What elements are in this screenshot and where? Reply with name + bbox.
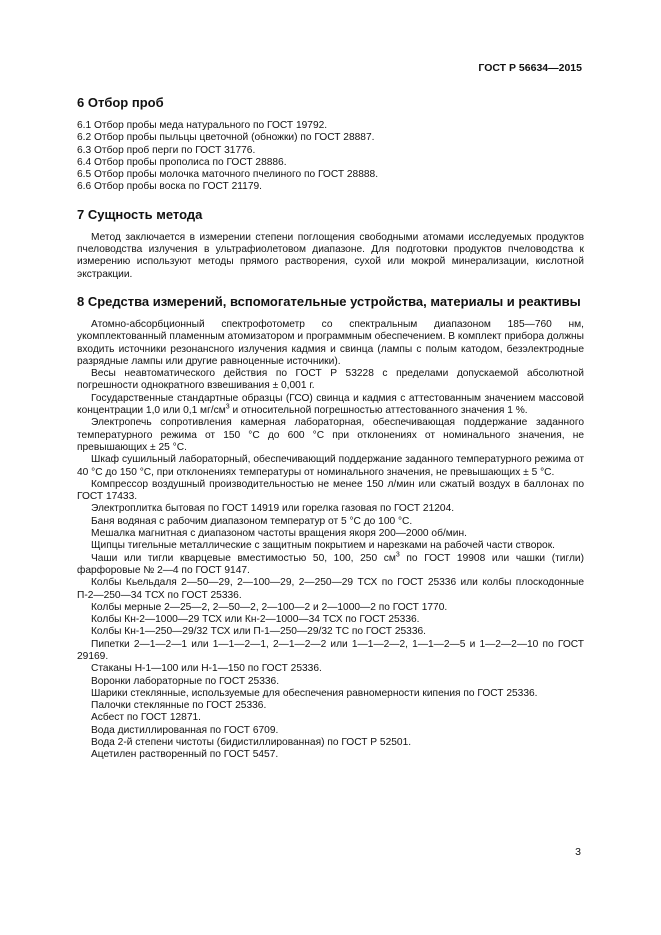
list-item: 6.5 Отбор пробы молочка маточного пчелиного по ГОСТ 28888.	[77, 169, 379, 181]
paragraph: Колбы Кьельдаля 2—50—29, 2—100—29, 2—250—29 ТСХ по ГОСТ 25336 или колбы плоскодонные П-2—250—34 ТСХ по ГОСТ 25336.	[77, 577, 584, 601]
paragraph: Шкаф сушильный лабораторный, обеспечивающий поддержание заданного температурного режима от 40 °С до 150 °С, при отклонениях температуры от номинального значения, не превышающих ± 5 °С.	[77, 454, 584, 478]
paragraph: Баня водяная с рабочим диапазоном температур от 5 °С до 100 °С.	[91, 515, 413, 527]
paragraph: Атомно-абсорбционный спектрофотометр со спектральным диапазоном 185—760 нм, укомплектованный пламенным атомизатором и программным обеспечением. В комплект прибора должны входить источники резонансного излучения кадмия и свинца (лампы с полым катодом, безэлектродные разрядные лампы или другие равноценные источники).	[77, 318, 584, 367]
document-code-header: ГОСТ Р 56634—2015	[478, 62, 582, 74]
paragraph: Ацетилен растворенный по ГОСТ 5457.	[91, 749, 279, 761]
paragraph: Пипетки 2—1—2—1 или 1—1—2—1, 2—1—2—2 или 1—1—2—2, 1—1—2—5 и 1—2—2—10 по ГОСТ 29169.	[77, 638, 584, 662]
list-item: 6.4 Отбор пробы прополиса по ГОСТ 28886.	[77, 156, 287, 168]
list-item: 6.6 Отбор пробы воска по ГОСТ 21179.	[77, 181, 263, 193]
paragraph: Метод заключается в измерении степени поглощения свободными атомами исследуемых продуктов пчеловодства излучения в ультрафиолетовом диапазоне. Для подготовки продуктов пчеловодства к измерению используют методы прямого растворения, сухой или мокрой минерализации, кислотной экстракции.	[77, 231, 584, 280]
superscript: 3	[395, 551, 400, 559]
text-span: Государственные стандартные образцы (ГСО) свинца и кадмия с аттестованным значением массовой концентрации 1,0 или 0,1 мг/см	[77, 392, 584, 417]
paragraph: Колбы Кн-1—250—29/32 ТСХ или П-1—250—29/32 ТС по ГОСТ 25336.	[91, 626, 427, 638]
paragraph: Компрессор воздушный производительностью не менее 150 л/мин или сжатый воздух в баллонах по ГОСТ 17433.	[77, 478, 584, 503]
section-6	[77, 95, 584, 194]
page-content	[77, 95, 584, 775]
text-span: Чаши или тигли кварцевые вместимостью 50, 100, 250 см	[91, 552, 396, 564]
list-item: 6.2 Отбор пробы пыльцы цветочной (обножки) по ГОСТ 28887.	[77, 132, 375, 144]
section-8	[77, 294, 584, 762]
paragraph: Электропечь сопротивления камерная лабораторная, обеспечивающая поддержание заданного температурного режима от 150 °С до 600 °С при отклонениях от номинального значения, не превышающих ± 25 °С.	[77, 417, 584, 453]
paragraph: Щипцы тигельные металлические с защитным покрытием и нарезками на рабочей части створок.	[91, 540, 556, 552]
text-span: и относительной погрешностью аттестованного значения 1 %.	[229, 405, 528, 417]
paragraph: Воронки лабораторные по ГОСТ 25336.	[91, 675, 280, 687]
paragraph: Электроплитка бытовая по ГОСТ 14919 или горелка газовая по ГОСТ 21204.	[91, 503, 455, 515]
section-7	[77, 207, 584, 281]
text-span: по ГОСТ 19908 или чашки (тигли) фарфоровые № 2—4 по ГОСТ 9147.	[77, 552, 584, 576]
page-number: 3	[575, 846, 581, 858]
paragraph: Палочки стеклянные по ГОСТ 25336.	[91, 700, 267, 712]
paragraph: Колбы мерные 2—25—2, 2—50—2, 2—100—2 и 2—1000—2 по ГОСТ 1770.	[91, 601, 448, 613]
paragraph	[77, 553, 584, 578]
section-7-title: 7 Сущность метода	[77, 206, 203, 222]
paragraph: Весы неавтоматического действия по ГОСТ Р 53228 с пределами допускаемой абсолютной погрешности однократного взвешивания ± 0,001 г.	[77, 368, 584, 392]
paragraph	[77, 393, 584, 418]
paragraph: Вода 2-й степени чистоты (бидистиллированная) по ГОСТ Р 52501.	[91, 737, 412, 749]
list-item: 6.1 Отбор пробы меда натурального по ГОСТ 19792.	[77, 120, 328, 131]
paragraph: Колбы Кн-2—1000—29 ТСХ или Кн-2—1000—34 ТСХ по ГОСТ 25336.	[91, 614, 420, 626]
paragraph: Стаканы Н-1—100 или Н-1—150 по ГОСТ 25336.	[91, 663, 322, 675]
paragraph: Мешалка магнитная с диапазоном частоты вращения якоря 200—2000 об/мин.	[91, 528, 467, 540]
paragraph: Вода дистиллированная по ГОСТ 6709.	[91, 724, 279, 736]
superscript: 3	[225, 403, 230, 411]
section-6-title: 6 Отбор проб	[77, 95, 164, 110]
list-item: 6.3 Отбор проб перги по ГОСТ 31776.	[77, 144, 256, 156]
section-8-title: 8 Средства измерений, вспомогательные устройства, материалы и реактивы	[77, 293, 581, 309]
paragraph: Шарики стеклянные, используемые для обеспечения равномерности кипения по ГОСТ 25336.	[91, 687, 538, 699]
paragraph: Асбест по ГОСТ 12871.	[91, 712, 201, 724]
